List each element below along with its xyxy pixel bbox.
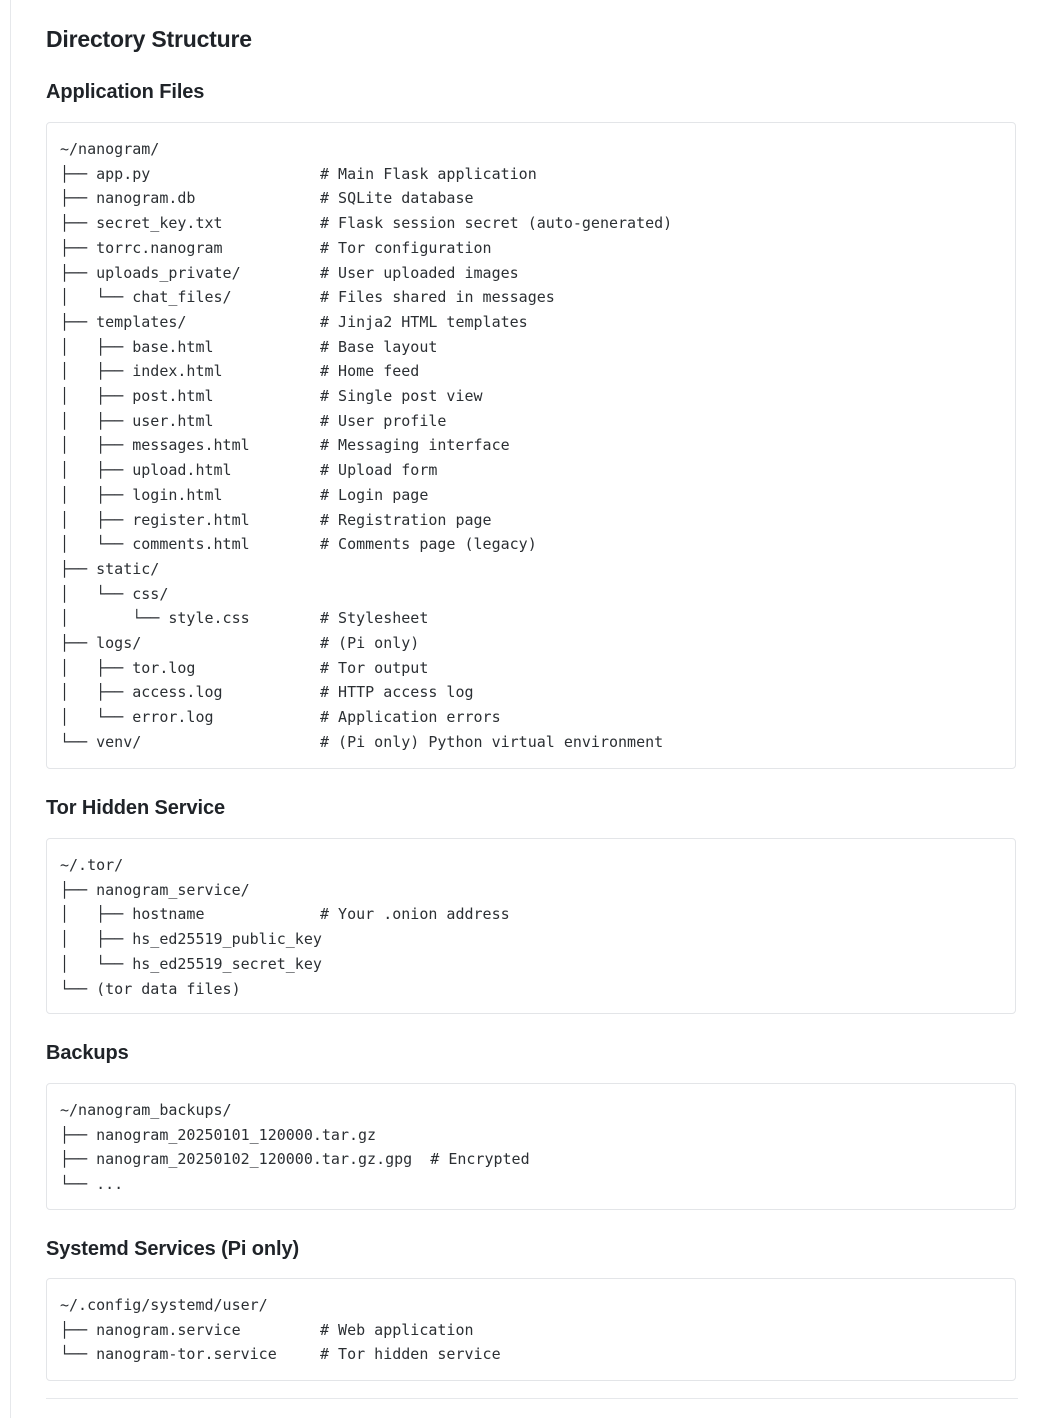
code-line-path: └── venv/ [60, 732, 142, 751]
code-line-comment: # Your .onion address [320, 905, 510, 924]
code-line-path: │ ├── login.html [60, 485, 223, 504]
code-line-path: │ ├── access.log [60, 683, 223, 702]
code-line-path: ~/nanogram/ [60, 140, 160, 158]
code-line-comment: # Main Flask application [320, 164, 537, 183]
code-line-path: │ ├── upload.html [60, 461, 232, 480]
code-line-path: ├── nanogram_service/ [60, 880, 250, 899]
code-line-path: │ ├── tor.log [60, 658, 196, 677]
code-line-comment: # HTTP access log [320, 683, 474, 702]
code-line-path: │ ├── post.html [60, 387, 214, 405]
code-line-path: ├── secret_key.txt [60, 214, 223, 233]
code-line-path: ├── app.py [60, 164, 151, 183]
code-line-comment: # Base layout [320, 337, 438, 356]
code-line-path: │ ├── hostname [60, 905, 205, 924]
code-line-comment: # (Pi only) Python virtual environment [320, 732, 664, 751]
code-line-comment: # User uploaded images [320, 263, 519, 282]
bottom-divider [46, 1398, 1018, 1399]
left-border-rule [10, 0, 11, 1418]
code-line-path: │ ├── register.html [60, 510, 250, 529]
code-line-comment: # Flask session secret (auto-generated) [320, 214, 673, 233]
code-line-comment: # (Pi only) [320, 634, 420, 652]
code-line-comment: # Registration page [320, 510, 492, 529]
code-line-path: ├── templates/ [60, 312, 187, 331]
code-line-comment: # Web application [320, 1320, 474, 1339]
code-line-comment: # Upload form [320, 461, 438, 480]
code-line-path: ~/nanogram_backups/ [60, 1101, 232, 1119]
code-line-comment: # Comments page (legacy) [320, 535, 537, 554]
code-line-path: │ └── style.css [60, 609, 250, 628]
code-line-path: └── (tor data files) [60, 979, 241, 998]
code-line-path: │ └── hs_ed25519_secret_key [60, 954, 322, 973]
code-line-path: ├── torrc.nanogram [60, 238, 223, 257]
code-line-path: ~/.config/systemd/user/ [60, 1296, 268, 1314]
code-line-path: ~/.tor/ [60, 856, 124, 874]
code-block-backups [46, 1083, 1016, 1210]
code-line-path: │ ├── hs_ed25519_public_key [60, 930, 322, 949]
code-line-comment: # Application errors [320, 708, 501, 727]
code-line-comment: # Stylesheet [320, 609, 429, 628]
code-line-path: │ ├── base.html [60, 337, 214, 356]
code-line-comment: # Tor output [320, 658, 429, 677]
code-line-comment: # Jinja2 HTML templates [320, 312, 528, 331]
code-line-path: │ ├── messages.html [60, 436, 250, 455]
code-line-comment: # Messaging interface [320, 436, 510, 455]
section-title-application-files: Application Files [46, 81, 205, 103]
code-line-path: │ ├── index.html [60, 362, 223, 381]
code-line-path: ├── logs/ [60, 634, 142, 652]
code-line-comment: # SQLite database [320, 189, 474, 208]
code-line-path: ├── uploads_private/ [60, 263, 241, 282]
code-line-comment: # Single post view [320, 387, 483, 405]
code-line-path: ├── nanogram.service [60, 1320, 241, 1339]
code-line-path: │ └── comments.html [60, 535, 250, 554]
code-line-comment: # Files shared in messages [320, 288, 555, 307]
code-block-application-files [46, 122, 1016, 769]
code-block-tor-hidden-service [46, 838, 1016, 1014]
code-line-comment: # Tor hidden service [320, 1345, 501, 1364]
code-line-path: │ └── chat_files/ [60, 288, 232, 307]
code-line-path: │ └── error.log [60, 708, 214, 727]
code-line-path: ├── nanogram_20250102_120000.tar.gz.gpg # Encrypted [60, 1150, 530, 1169]
code-line-comment: # Login page [320, 485, 429, 504]
code-line-path: └── ... [60, 1175, 124, 1194]
section-title-backups: Backups [46, 1042, 129, 1064]
section-title-systemd-services: Systemd Services (Pi only) [46, 1238, 300, 1260]
code-block-systemd-services [46, 1278, 1016, 1381]
page-title: Directory Structure [46, 26, 252, 52]
code-line-path: ├── nanogram_20250101_120000.tar.gz [60, 1125, 377, 1144]
code-line-comment: # Tor configuration [320, 238, 492, 257]
section-title-tor-hidden-service: Tor Hidden Service [46, 797, 225, 819]
code-line-path: ├── nanogram.db [60, 189, 196, 208]
code-line-path: │ ├── user.html [60, 411, 214, 430]
code-line-path: │ └── css/ [60, 584, 169, 603]
code-line-path: ├── static/ [60, 559, 160, 578]
code-line-comment: # Home feed [320, 362, 420, 381]
code-line-comment: # User profile [320, 411, 447, 430]
code-line-path: └── nanogram-tor.service [60, 1345, 277, 1364]
